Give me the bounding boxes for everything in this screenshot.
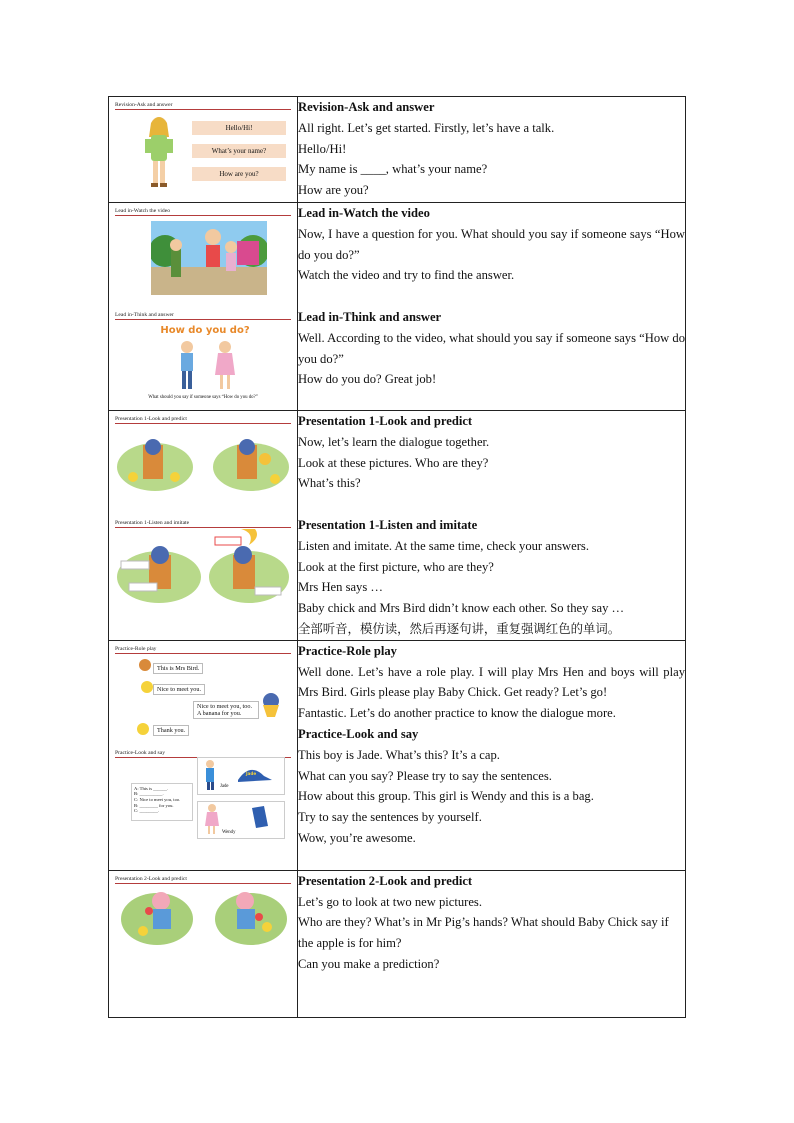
script-line: Look at these pictures. Who are they? <box>298 455 489 470</box>
frame-line: B: __________. <box>134 791 164 797</box>
script-line: Mrs Hen says … <box>298 580 384 595</box>
slide-title: Practice-Look and say <box>115 749 166 756</box>
section-heading: Presentation 2-Look and predict <box>298 873 473 888</box>
slide-thumbnail <box>115 307 291 407</box>
dialogue-box: Thank you. <box>153 725 189 736</box>
cap-logo-text: Jade <box>246 770 257 776</box>
script-line: Listen and imitate. At the same time, check your answers. <box>298 538 589 553</box>
script-line: How about this group. This girl is Wendy and this is a bag. <box>298 789 594 804</box>
script-line: Baby chick and Mrs Bird didn’t know each other. So they say … <box>298 601 625 616</box>
slide-thumbnail <box>115 515 291 625</box>
slide-cell <box>109 203 298 411</box>
pig-and-chick-pictures <box>115 887 291 947</box>
script-cell <box>298 411 686 641</box>
section-heading: Lead in-Watch the video <box>298 206 430 220</box>
table-row <box>109 97 686 203</box>
script-line: What can you say? Please try to say the sentences. <box>298 768 552 783</box>
spacer <box>298 494 685 515</box>
slide-thumbnail <box>115 411 291 515</box>
script-cell <box>298 97 686 203</box>
slide-thumbnail <box>115 203 291 307</box>
dialogue-box: Nice to meet you, too. A banana for you. <box>193 701 259 719</box>
script-line: This boy is Jade. What’s this? It’s a cap. <box>298 747 500 762</box>
script-line: Well. According to the video, what should you say if someone says “How do you do?” <box>298 330 685 366</box>
speech-bubble: How are you? <box>192 167 286 181</box>
slide-cell <box>109 97 298 203</box>
section-heading: Revision-Ask and answer <box>298 100 435 114</box>
story-pictures <box>115 437 291 497</box>
character-name: Wendy <box>222 829 236 835</box>
script-line: How are you? <box>298 183 369 198</box>
section-heading: Presentation 1-Listen and imitate <box>298 517 478 532</box>
section-heading: Lead in-Think and answer <box>298 309 442 324</box>
section-heading: Presentation 1-Look and predict <box>298 414 473 428</box>
slide-thumbnail <box>115 745 291 869</box>
children-illustration <box>115 337 291 399</box>
slide-cell <box>109 640 298 870</box>
script-line: My name is ____, what’s your name? <box>298 162 488 177</box>
frame-line: B: ________ for you. <box>134 802 174 808</box>
script-line: Wow, you’re awesome. <box>298 830 416 845</box>
script-line: Well done. Let’s have a role play. I will play Mrs Hen and boys will play Mrs Bird. Girls please play Baby Chick. Get ready? Let’s go! <box>298 664 685 700</box>
script-line: Look at the first picture, who are they? <box>298 559 494 574</box>
script-line: All right. Let’s get started. Firstly, let’s have a talk. <box>298 120 555 135</box>
section-heading: Practice-Look and say <box>298 726 419 741</box>
how-do-you-do-banner: How do you do? <box>160 325 250 336</box>
slide-title: Presentation 1-Look and predict <box>115 416 187 422</box>
dialogue-box: Nice to meet you. <box>153 684 205 695</box>
slide-cell <box>109 870 298 1017</box>
script-line: Can you make a prediction? <box>298 956 440 971</box>
character-name: Jade <box>220 783 229 789</box>
script-line: Now, let’s learn the dialogue together. <box>298 434 490 449</box>
script-line: Who are they? What’s in Mr Pig’s hands? What should Baby Chick say if the apple is for him? <box>298 915 669 951</box>
lesson-plan-table <box>108 96 686 1018</box>
speech-bubble: Hello/Hi! <box>192 121 286 135</box>
boy-and-cap-illustration <box>198 758 284 794</box>
story-pictures <box>115 529 291 609</box>
slide-title: Lead in-Watch the video <box>115 208 170 214</box>
slide-thumbnail <box>115 641 291 745</box>
slide-title: Presentation 2-Look and predict <box>115 875 187 882</box>
script-cell <box>298 203 686 411</box>
frame-line: C: Nice to meet you, too. <box>134 796 181 802</box>
frame-line: C: ________. <box>134 808 160 814</box>
chinese-note: 全部听音，模仿读，然后再逐句讲，重复强调红色的单词。 <box>298 620 621 636</box>
spacer <box>298 286 685 307</box>
script-line: Now, I have a question for you. What should you say if someone says “How do you do?” <box>298 226 685 262</box>
video-still-image <box>151 221 267 295</box>
slide-title: Lead in-Think and answer <box>115 312 174 318</box>
slide-thumbnail <box>115 97 291 178</box>
slide-title-rule <box>115 527 291 528</box>
table-row <box>109 870 686 1017</box>
table-row <box>109 411 686 641</box>
frame-line: A: This is ______. <box>134 785 169 791</box>
script-line: Let’s go to look at two new pictures. <box>298 894 482 909</box>
table-row <box>109 203 686 411</box>
slide-title: Practice-Role play <box>115 645 157 652</box>
slide-title-rule <box>115 109 291 110</box>
slide-title-rule <box>115 423 291 424</box>
slide-caption: What should you say if someone says “How do you do?” <box>148 395 258 400</box>
slide-title: Revision-Ask and answer <box>115 102 173 108</box>
picture-card <box>197 757 285 795</box>
section-heading: Practice-Role play <box>298 643 397 658</box>
slide-title: Presentation 1-Listen and imitate <box>115 520 190 526</box>
picture-card <box>197 801 285 839</box>
slide-title-rule <box>115 883 291 884</box>
slide-title-rule <box>115 653 291 654</box>
girl-and-bag-illustration <box>198 802 284 838</box>
slide-thumbnail <box>115 871 291 951</box>
script-line: How do you do? Great job! <box>298 372 437 387</box>
script-line: Hello/Hi! <box>298 141 347 156</box>
script-line: Watch the video and try to find the answer. <box>298 268 515 283</box>
slide-cell <box>109 411 298 641</box>
script-cell <box>298 870 686 1017</box>
slide-title-rule <box>115 215 291 216</box>
sentence-frame <box>131 783 193 821</box>
table-row <box>109 640 686 870</box>
script-line: Try to say the sentences by yourself. <box>298 810 482 825</box>
script-line: Fantastic. Let’s do another practice to know the dialogue more. <box>298 706 616 721</box>
speech-bubble: What’s your name? <box>192 144 286 158</box>
script-line: What’s this? <box>298 476 361 491</box>
slide-title-rule <box>115 319 291 320</box>
script-cell <box>298 640 686 870</box>
dialogue-box: This is Mrs Bird. <box>153 663 203 674</box>
